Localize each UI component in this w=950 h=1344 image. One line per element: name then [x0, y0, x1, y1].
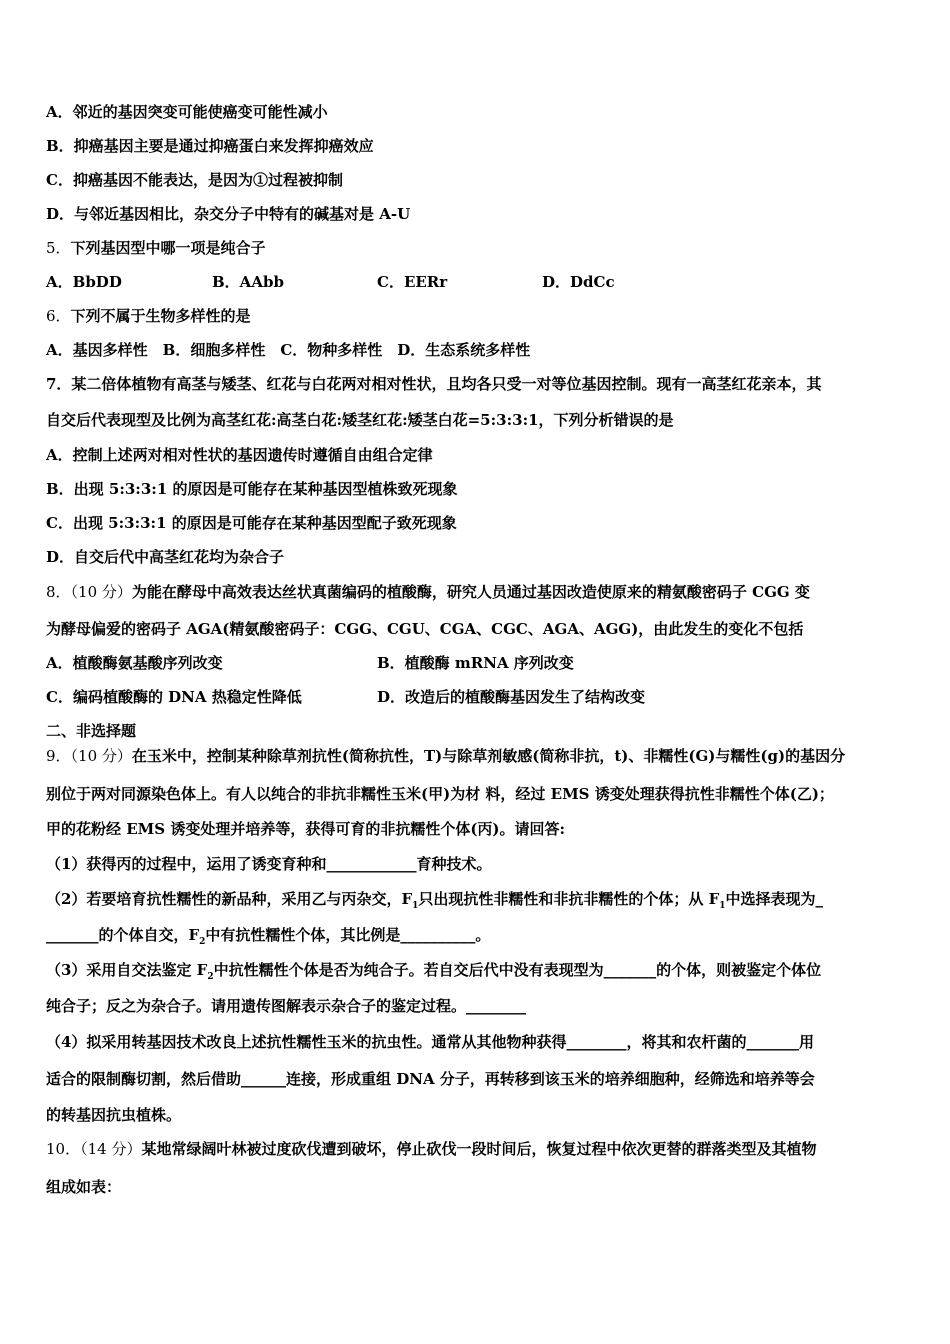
q9-part2-line1: [46, 888, 908, 917]
q8-option-c: C．编码植酸酶的 DNA 热稳定性降低: [46, 688, 302, 706]
q10-number: 10．（14 分）: [46, 1140, 142, 1158]
q8-options-row2: [46, 686, 908, 708]
q4-option-b: B．抑癌基因主要是通过抑癌蛋白来发挥抑癌效应: [46, 137, 374, 155]
q9-part2-line2: [46, 924, 908, 953]
q6-stem-text: 下列不属于生物多样性的是: [70, 307, 251, 325]
q6-options: A．基因多样性 B．细胞多样性 C．物种多样性 D．生态系统多样性: [46, 341, 531, 359]
q9-part3-line2: 纯合子；反之为杂合子。请用遗传图解表示杂合子的鉴定过程。________: [46, 997, 527, 1015]
q8-number: 8．（10 分）: [46, 583, 132, 601]
q4-option-c: C．抑癌基因不能表达，是因为①过程被抑制: [46, 171, 343, 189]
q9-part2-text-e: 中有抗性糯性个体，其比例是__________。: [205, 926, 491, 944]
q9-part2-text-c: 中选择表现为_: [725, 890, 824, 908]
q9-part4-line1: （4）拟采用转基因技术改良上述抗性糯性玉米的抗虫性。通常从其他物种获得________，将其和农杆菌的_______用: [46, 1033, 814, 1051]
q10-stem-line1: [46, 1138, 908, 1160]
q5-option-c: C．EERr: [377, 273, 448, 291]
q8-option-d: D．改造后的植酸酶基因发生了结构改变: [377, 688, 646, 706]
q9-stem-line2: 别位于两对同源染色体上。有人以纯合的非抗非糯性玉米(甲)为材 料，经过 EMS 诱变处理获得抗性非糯性个体(乙)；: [46, 785, 834, 803]
q7-option-d: D．自交后代中高茎红花均为杂合子: [46, 548, 285, 566]
q8-options-row1: [46, 652, 908, 674]
q6-number: 6．: [46, 307, 71, 325]
q5-stem-text: 下列基因型中哪一项是纯合子: [70, 239, 266, 257]
section-heading: 二、非选择题: [46, 722, 137, 740]
q9-part3-line1: [46, 959, 908, 988]
q7-option-c: C．出现 5:3:3:1 的原因是可能存在某种基因型配子致死现象: [46, 514, 457, 532]
q5-option-b: B．AAbb: [212, 273, 284, 291]
q9-part2-text-b: 只出现抗性非糯性和非抗非糯性的个体；从 F: [418, 890, 720, 908]
q4-option-d: D．与邻近基因相比，杂交分子中特有的碱基对是 A-U: [46, 205, 411, 223]
q5-number: 5．: [46, 239, 71, 257]
q9-part4-line3: 的转基因抗虫植株。: [46, 1106, 182, 1124]
q9-stem-line1: [46, 745, 908, 767]
q9-stem-line3: 甲的花粉经 EMS 诱变处理并培养等，获得可育的非抗糯性个体(丙)。请回答:: [46, 820, 566, 838]
f2-subscript: 2: [207, 972, 214, 982]
q5-options: [46, 271, 908, 293]
q8-option-a: A．植酸酶氨基酸序列改变: [46, 654, 223, 672]
f2-subscript: 2: [199, 937, 206, 947]
f1-subscript: 1: [719, 901, 726, 911]
q7-stem-line1: 7．某二倍体植物有高茎与矮茎、红花与白花两对相对性状，且均各只受一对等位基因控制。现有一高茎红花亲本，其: [46, 375, 822, 393]
q9-part2-text-a: （2）若要培育抗性糯性的新品种，采用乙与丙杂交，F: [46, 890, 413, 908]
q5-option-d: D．DdCc: [542, 273, 615, 291]
q10-line1-text: 某地常绿阔叶林被过度砍伐遭到破坏，停止砍伐一段时间后，恢复过程中依次更替的群落类型及其植物: [141, 1140, 817, 1158]
f1-subscript: 1: [412, 901, 419, 911]
q7-option-a: A．控制上述两对相对性状的基因遗传时遵循自由组合定律: [46, 446, 433, 464]
q10-stem-line2: 组成如表：: [46, 1178, 122, 1196]
q9-part3-text-a: （3）采用自交法鉴定 F: [46, 961, 208, 979]
q9-number: 9．（10 分）: [46, 747, 132, 765]
q8-line1-text: 为能在酵母中高效表达丝状真菌编码的植酸酶，研究人员通过基因改造使原来的精氨酸密码子 CGG 变: [131, 583, 810, 601]
q9-part3-text-b: 中抗性糯性个体是否为纯合子。若自交后代中没有表现型为_______的个体，则被鉴定个体位: [213, 961, 822, 979]
q6-stem: [46, 305, 908, 327]
q9-part4-line2: 适合的限制酶切割，然后借助______连接，形成重组 DNA 分子，再转移到该玉米的培养细胞种，经筛选和培养等会: [46, 1070, 815, 1088]
q5-stem: [46, 237, 908, 259]
q4-option-a: A．邻近的基因突变可能使癌变可能性减小: [46, 103, 328, 121]
q9-part1: （1）获得丙的过程中，运用了诱变育种和____________育种技术。: [46, 855, 492, 873]
q8-stem-line1: [46, 581, 908, 603]
q8-option-b: B．植酸酶 mRNA 序列改变: [377, 654, 574, 672]
q8-stem-line2: 为酵母偏爱的密码子 AGA(精氨酸密码子：CGG、CGU、CGA、CGC、AGA、AGG)，由此发生的变化不包括: [46, 620, 804, 638]
q7-stem-line2: 自交后代表现型及比例为高茎红花:高茎白花:矮茎红花:矮茎白花=5:3:3:1，下列分析错误的是: [46, 411, 674, 429]
q7-option-b: B．出现 5:3:3:1 的原因是可能存在某种基因型植株致死现象: [46, 480, 458, 498]
q9-line1-text: 在玉米中，控制某种除草剂抗性(简称抗性，T)与除草剂敏感(简称非抗，t)、非糯性(G)与糯性(g)的基因分: [131, 747, 846, 765]
q5-option-a: A．BbDD: [46, 273, 122, 291]
q9-part2-text-d: _______的个体自交，F: [46, 926, 200, 944]
